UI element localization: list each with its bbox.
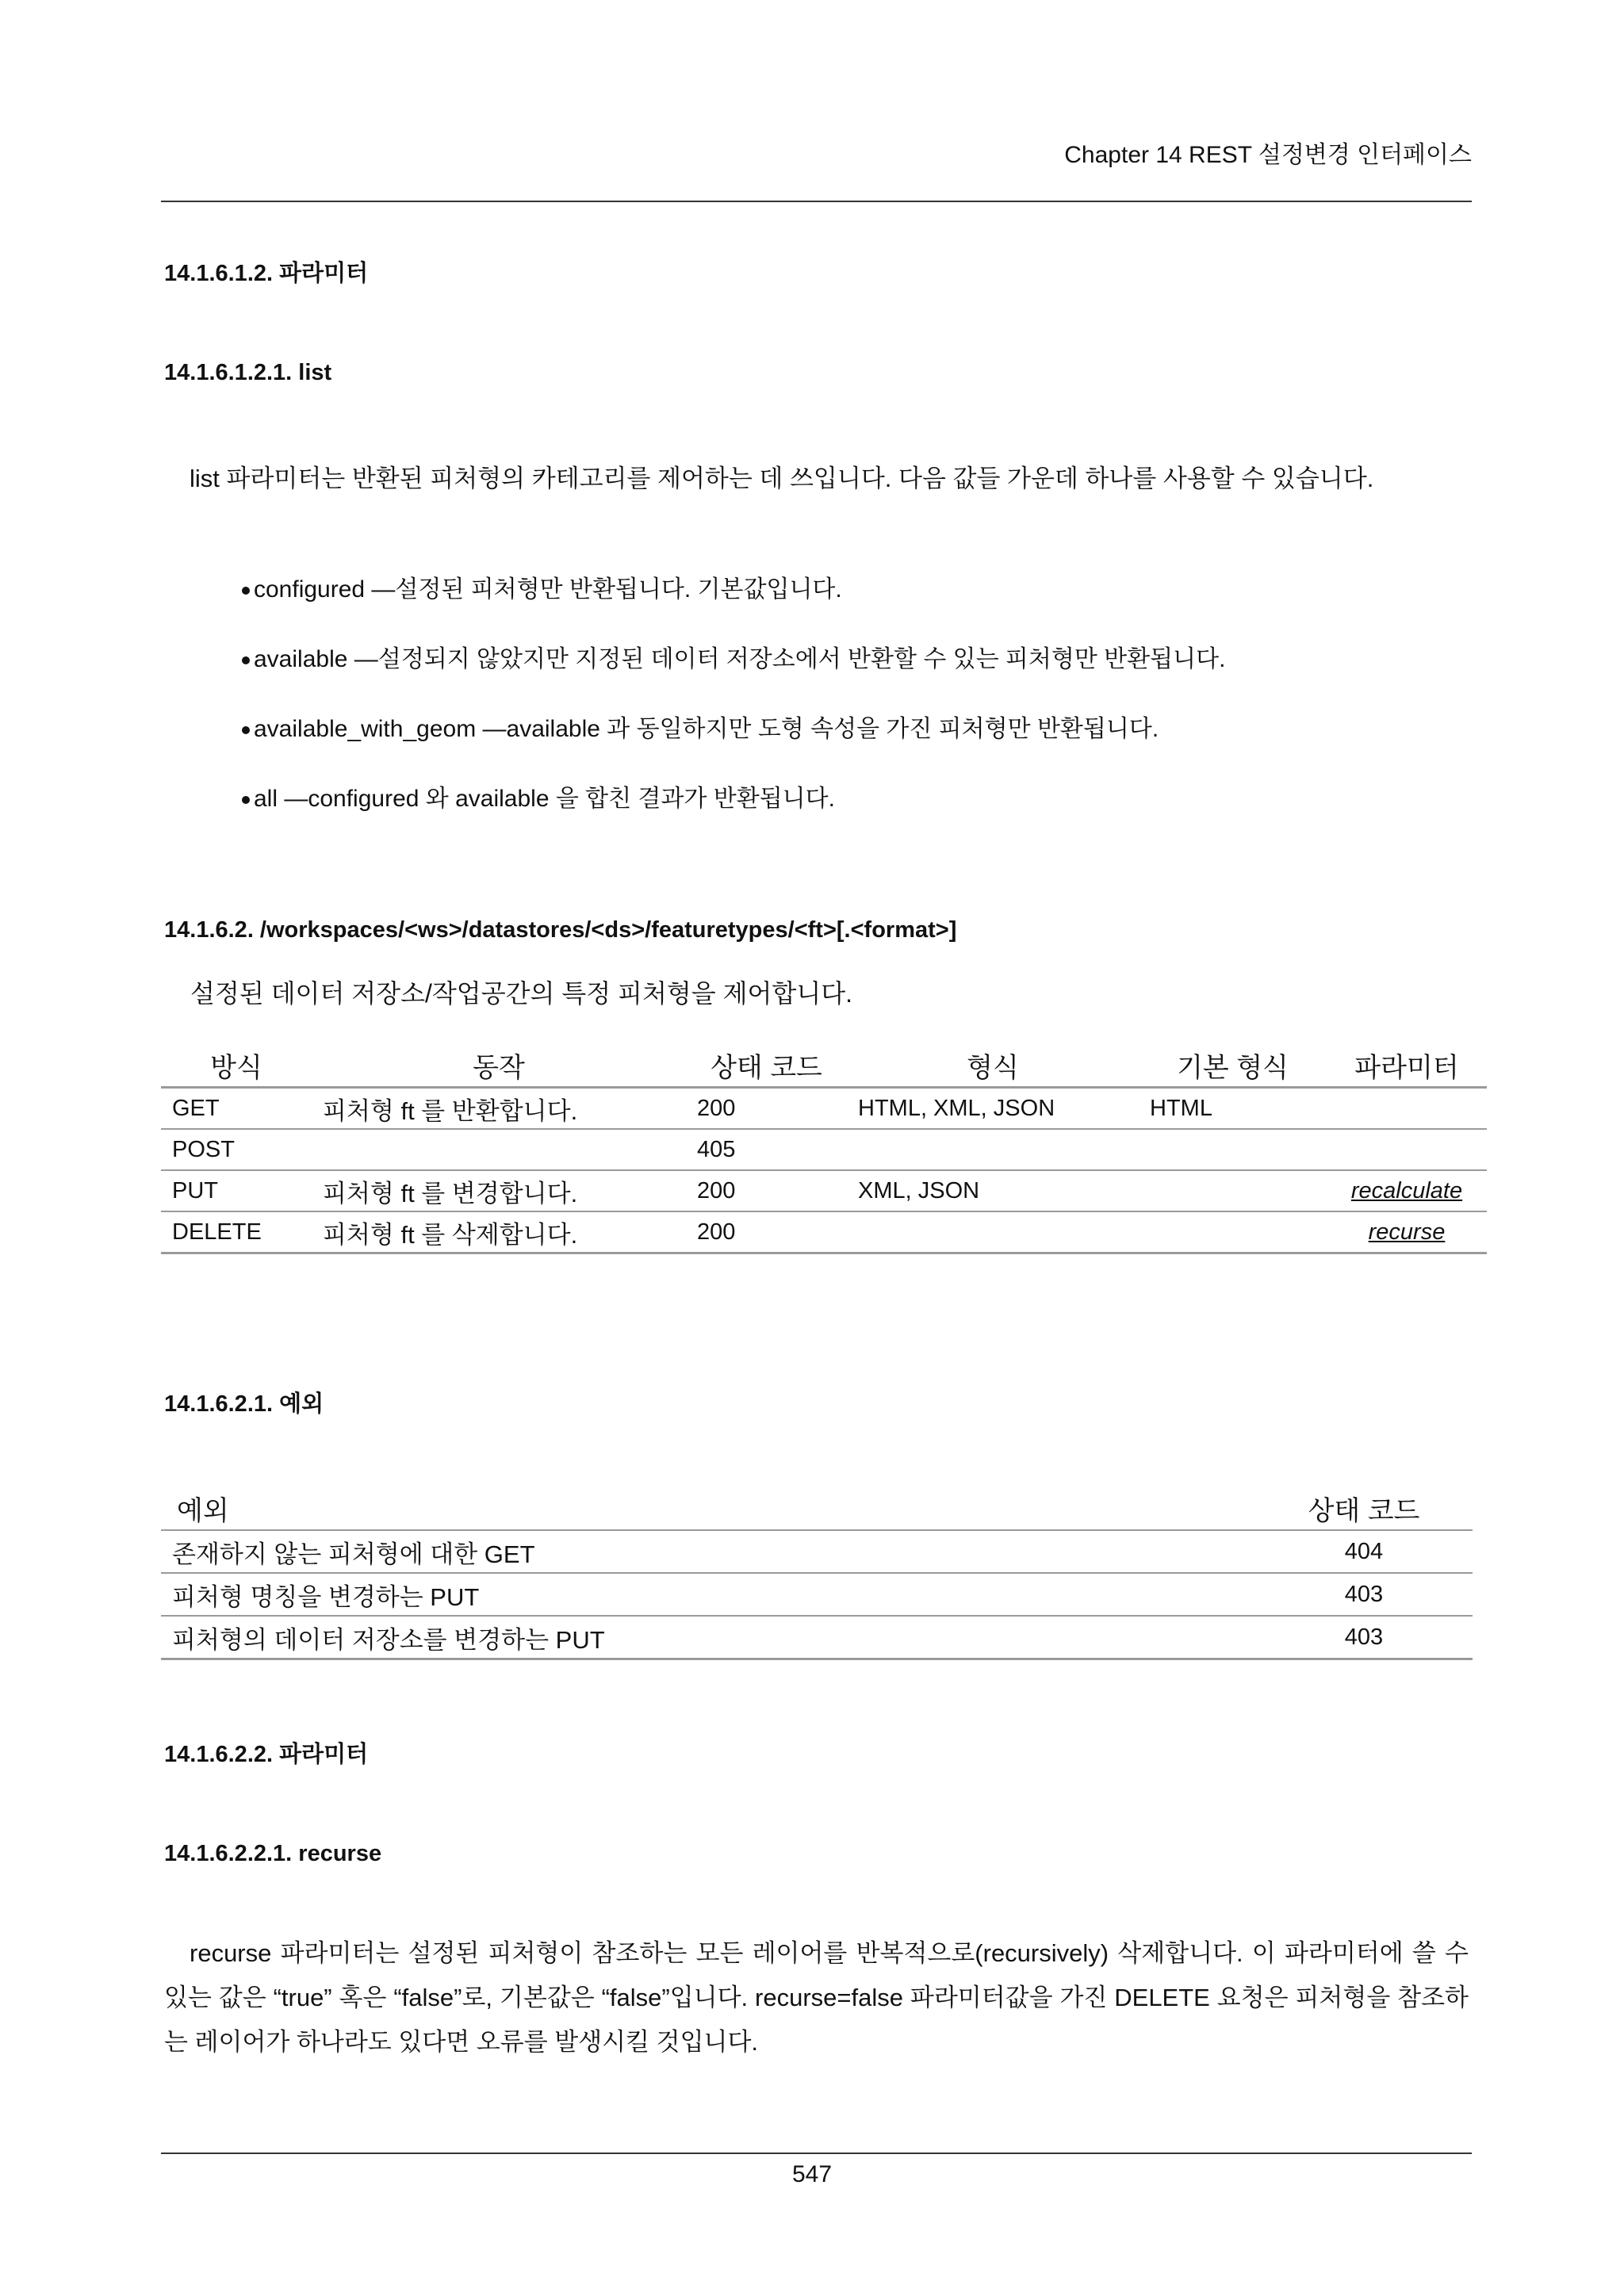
footer-rule	[161, 2152, 1472, 2154]
status-cell: 200	[686, 1170, 847, 1211]
table-row	[161, 1530, 1473, 1573]
method-cell: POST	[161, 1129, 312, 1170]
column-header: 상태 코드	[710, 1052, 822, 1083]
list-values-bullets	[254, 574, 1225, 853]
status-cell: 200	[686, 1211, 847, 1253]
default-format-cell	[1139, 1211, 1327, 1253]
bullet-icon	[242, 796, 250, 804]
status-code-cell: 403	[1255, 1616, 1473, 1659]
table-row	[161, 1616, 1473, 1659]
list-item	[254, 574, 1225, 644]
list-item-text: available —설정되지 않았지만 지정된 데이터 저장소에서 반환할 수 있는 피처형만 반환됩니다.	[254, 646, 1226, 672]
chapter-header-title: Chapter 14 REST 설정변경 인터페이스	[1064, 142, 1472, 168]
method-cell: DELETE	[161, 1211, 312, 1253]
column-header: 방식	[210, 1052, 262, 1083]
list-item	[254, 714, 1225, 783]
status-cell: 200	[686, 1088, 847, 1130]
param-cell: recurse	[1327, 1211, 1487, 1253]
table-row	[161, 1170, 1487, 1211]
section-heading-featuretype-endpoint: 14.1.6.2. /workspaces/<ws>/datastores/<ds>/featuretypes/<ft>[.<format>]	[164, 917, 957, 943]
section-heading-list: 14.1.6.1.2.1. list	[164, 360, 332, 385]
list-item-text: available_with_geom —available 과 동일하지만 도형 속성을 가진 피처형만 반환됩니다.	[254, 716, 1159, 742]
table-header-row	[161, 1043, 1487, 1088]
default-format-cell	[1139, 1170, 1327, 1211]
status-cell: 405	[686, 1129, 847, 1170]
bullet-icon	[242, 726, 250, 734]
table-row	[161, 1088, 1487, 1130]
default-format-cell: HTML	[1139, 1088, 1327, 1130]
column-header: 형식	[967, 1052, 1019, 1083]
param-cell	[1327, 1129, 1487, 1170]
exception-cell: 존재하지 않는 피처형에 대한 GET	[161, 1530, 1255, 1573]
exception-cell: 피처형 명칭을 변경하는 PUT	[161, 1573, 1255, 1616]
action-cell: 피처형 ft 를 변경합니다.	[312, 1170, 686, 1211]
endpoint-description: 설정된 데이터 저장소/작업공간의 특정 피처형을 제어합니다.	[190, 979, 853, 1008]
page-number: 547	[791, 2161, 833, 2187]
list-item-text: configured —설정된 피처형만 반환됩니다. 기본값입니다.	[254, 576, 842, 603]
param-cell: recalculate	[1327, 1170, 1487, 1211]
formats-cell	[847, 1129, 1139, 1170]
list-item	[254, 644, 1225, 714]
section-heading-parameters: 14.1.6.1.2. 파라미터	[164, 261, 369, 286]
header-rule	[161, 201, 1472, 202]
column-header: 기본 형식	[1177, 1052, 1289, 1083]
method-cell: GET	[161, 1088, 312, 1130]
formats-cell: XML, JSON	[847, 1170, 1139, 1211]
methods-table	[161, 1043, 1487, 1254]
table-row	[161, 1573, 1473, 1616]
section-heading-parameters-2: 14.1.6.2.2. 파라미터	[164, 1742, 369, 1767]
exception-cell: 피처형의 데이터 저장소를 변경하는 PUT	[161, 1616, 1255, 1659]
param-cell	[1327, 1088, 1487, 1130]
table-row	[161, 1211, 1487, 1253]
section-heading-exceptions: 14.1.6.2.1. 예외	[164, 1391, 324, 1417]
bullet-icon	[242, 656, 250, 664]
bullet-icon	[242, 587, 250, 595]
default-format-cell	[1139, 1129, 1327, 1170]
column-header: 파라미터	[1354, 1052, 1459, 1083]
formats-cell: HTML, XML, JSON	[847, 1088, 1139, 1130]
formats-cell	[847, 1211, 1139, 1253]
status-code-cell: 404	[1255, 1530, 1473, 1573]
list-item	[254, 783, 1225, 853]
list-intro-paragraph: list 파라미터는 반환된 피처형의 카테고리를 제어하는 데 쓰입니다. 다음 값들 가운데 하나를 사용할 수 있습니다.	[190, 465, 1374, 492]
method-cell: PUT	[161, 1170, 312, 1211]
table-header-row	[161, 1487, 1473, 1530]
exceptions-table	[161, 1487, 1473, 1660]
column-header: 예외	[177, 1495, 229, 1526]
list-item-text: all —configured 와 available 을 합친 결과가 반환됩니다.	[254, 786, 835, 812]
table-row	[161, 1129, 1487, 1170]
section-heading-recurse: 14.1.6.2.2.1. recurse	[164, 1841, 382, 1866]
recurse-paragraph: recurse 파라미터는 설정된 피처형이 참조하는 모든 레이어를 반복적으로(recursively) 삭제합니다. 이 파라미터에 쓸 수 있는 값은 “true” 혹은 “false”로, 기본값은 “false”입니다. recurse=false 파라미터값을 가진 DELETE 요청은 피처형을 참조하는 레이어가 하나라도 있다면 오류를 발생시킬 것입니다.	[164, 1939, 1469, 2056]
action-cell	[312, 1129, 686, 1170]
status-code-cell: 403	[1255, 1573, 1473, 1616]
column-header: 상태 코드	[1308, 1495, 1420, 1526]
column-header: 동작	[473, 1052, 525, 1083]
action-cell: 피처형 ft 를 삭제합니다.	[312, 1211, 686, 1253]
action-cell: 피처형 ft 를 반환합니다.	[312, 1088, 686, 1130]
